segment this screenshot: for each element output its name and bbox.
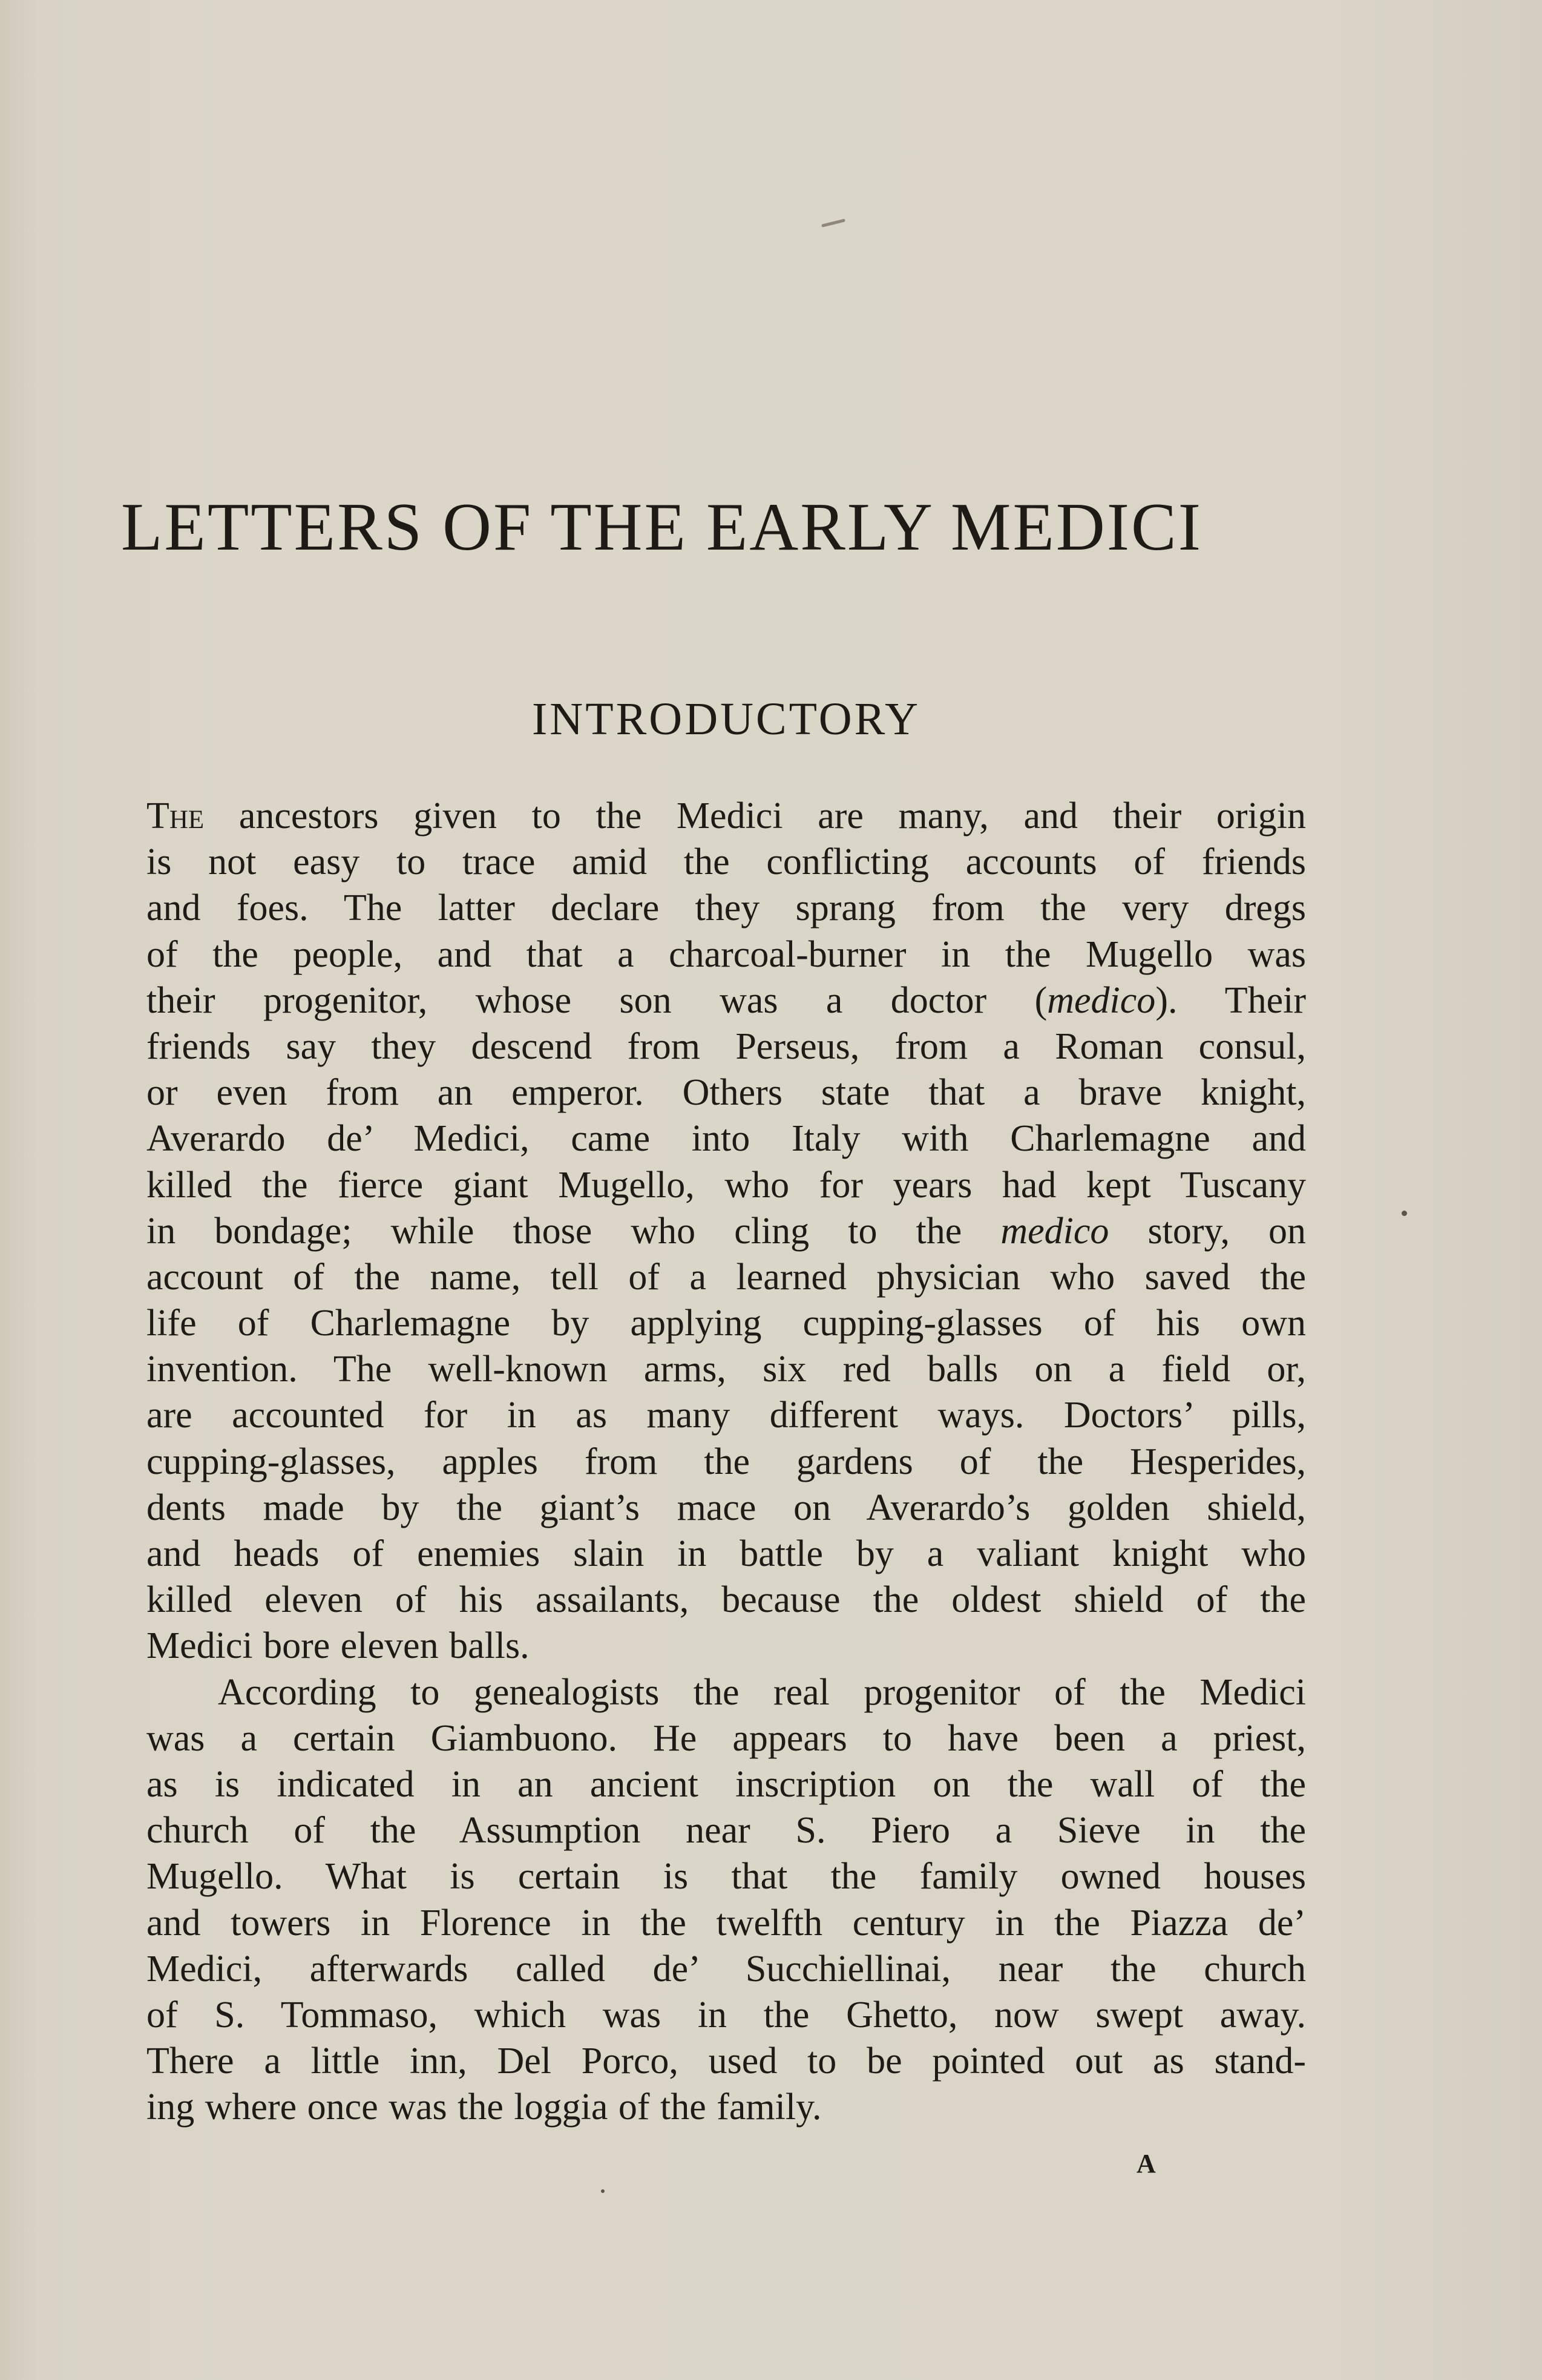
text-line: or even from an emperor. Others state that a brave knight, xyxy=(146,1072,1306,1114)
paper-speck xyxy=(601,2189,605,2193)
text-line: and towers in Florence in the twelfth century in the Piazza de’ xyxy=(146,1902,1306,1944)
text-line: According to genealogists the real progenitor of the Medici xyxy=(218,1671,1306,1713)
text-line: and heads of enemies slain in battle by a valiant knight who xyxy=(146,1533,1306,1574)
text-line: ing where once was the loggia of the family. xyxy=(146,2086,822,2128)
text-line: There a little inn, Del Porco, used to be pointed out as stand- xyxy=(146,2040,1306,2082)
book-title: LETTERS OF THE EARLY MEDICI xyxy=(121,490,1203,565)
text-line: is not easy to trace amid the conflicting accounts of friends xyxy=(146,841,1306,883)
text-line: Mugello. What is certain is that the family owned houses xyxy=(146,1856,1306,1898)
text-line: dents made by the giant’s mace on Averardo’s golden shield, xyxy=(146,1487,1306,1528)
text-fragment: their progenitor, whose son was a doctor ( xyxy=(146,979,1048,1021)
text-line: of the people, and that a charcoal-burner in the Mugello was xyxy=(146,933,1306,975)
text-line xyxy=(146,978,1306,1024)
paper-speck xyxy=(821,219,845,228)
text-line xyxy=(146,1208,1306,1254)
text-fragment: story, on xyxy=(1147,1210,1307,1252)
text-line: and foes. The latter declare they sprang from the very dregs xyxy=(146,887,1306,929)
section-title: INTRODUCTORY xyxy=(532,694,920,745)
text-line: Medici bore eleven balls. xyxy=(146,1625,530,1667)
text-line xyxy=(146,793,1306,839)
text-fragment: ). Their xyxy=(1155,979,1307,1021)
text-line: friends say they descend from Perseus, from a Roman consul, xyxy=(146,1025,1306,1067)
text-line: killed eleven of his assailants, because the oldest shield of the xyxy=(146,1579,1306,1621)
text-line: church of the Assumption near S. Piero a Sieve in the xyxy=(146,1810,1306,1852)
text-fragment: ancestors given to the Medici are many, and their origin xyxy=(238,795,1306,837)
text-line: are accounted for in as many different ways. Doctors’ pills, xyxy=(146,1395,1306,1436)
text-line: killed the fierce giant Mugello, who for years had kept Tuscany xyxy=(146,1164,1306,1206)
text-line: invention. The well-known arms, six red balls on a field or, xyxy=(146,1349,1306,1390)
body-text xyxy=(146,793,1306,2130)
text-line: as is indicated in an ancient inscription on the wall of the xyxy=(146,1763,1306,1805)
printer-signature-mark: A xyxy=(1137,2149,1156,2178)
text-line: of S. Tommaso, which was in the Ghetto, now swept away. xyxy=(146,1994,1306,2036)
text-line: was a certain Giambuono. He appears to have been a priest, xyxy=(146,1717,1306,1759)
italic-word: medico xyxy=(1047,979,1156,1021)
text-line: cupping-glasses, apples from the gardens of the Hesperides, xyxy=(146,1441,1306,1482)
drop-word: The xyxy=(146,795,205,837)
italic-word: medico xyxy=(1000,1210,1109,1252)
text-line: Medici, afterwards called de’ Succhiellinai, near the church xyxy=(146,1948,1306,1990)
text-fragment: in bondage; while those who cling to the xyxy=(146,1210,962,1252)
text-line: account of the name, tell of a learned physician who saved the xyxy=(146,1256,1306,1298)
text-line: life of Charlemagne by applying cupping-glasses of his own xyxy=(146,1303,1306,1344)
paper-speck xyxy=(1402,1211,1407,1216)
text-line: Averardo de’ Medici, came into Italy with Charlemagne and xyxy=(146,1118,1306,1160)
